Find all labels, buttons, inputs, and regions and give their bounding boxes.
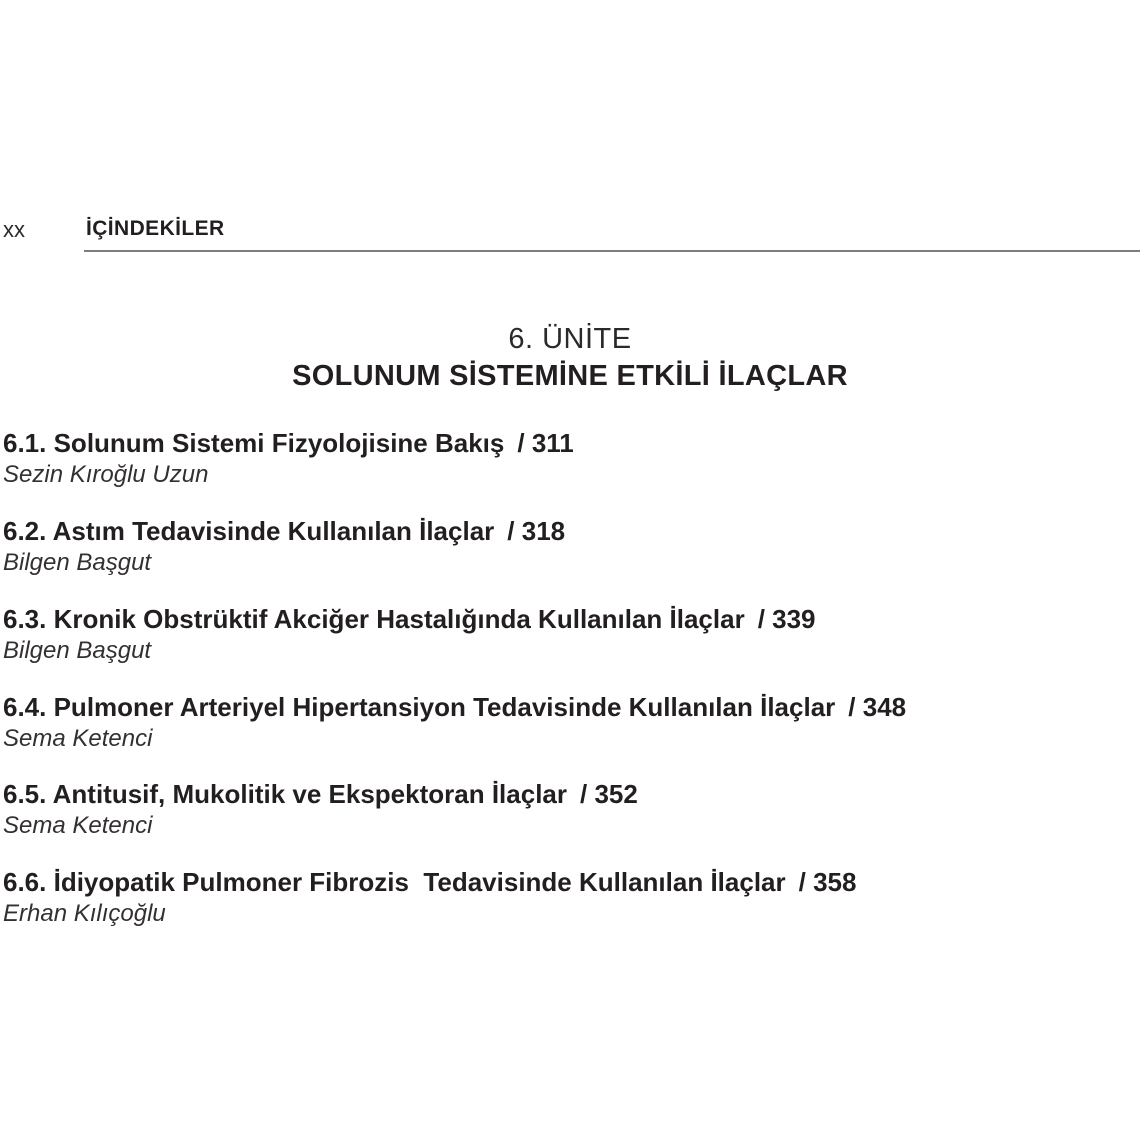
entry-title: 6.6. İdiyopatik Pulmoner Fibrozis Tedavisinde Kullanılan İlaçlar <box>3 867 786 897</box>
entry-page-number: / 352 <box>580 779 638 809</box>
entry-title: 6.1. Solunum Sistemi Fizyolojisine Bakış <box>3 428 505 458</box>
unit-heading <box>0 321 1140 395</box>
entry-title: 6.3. Kronik Obstrüktif Akciğer Hastalığında Kullanılan İlaçlar <box>3 604 745 634</box>
unit-title: SOLUNUM SİSTEMİNE ETKİLİ İLAÇLAR <box>292 360 848 392</box>
toc-entry <box>3 866 1120 928</box>
entry-title: 6.2. Astım Tedavisinde Kullanılan İlaçlar <box>3 516 495 546</box>
toc-entry <box>3 515 1120 577</box>
entry-author: Sema Ketenci <box>3 725 153 752</box>
entry-page-number: / 358 <box>798 867 857 897</box>
entry-author: Bilgen Başgut <box>3 549 152 576</box>
toc-entry <box>3 691 1120 753</box>
toc-entry <box>3 778 1120 840</box>
header-rule <box>84 250 1140 252</box>
entry-author: Sema Ketenci <box>3 812 153 839</box>
entry-title-line <box>3 427 1120 459</box>
entry-author: Bilgen Başgut <box>3 637 152 664</box>
entry-title: 6.4. Pulmoner Arteriyel Hipertansiyon Tedavisinde Kullanılan İlaçlar <box>3 692 836 722</box>
toc-entry <box>3 427 1120 489</box>
entry-page-number: / 339 <box>757 604 816 634</box>
running-head-title: İÇİNDEKİLER <box>86 217 225 240</box>
toc-entry <box>3 603 1120 665</box>
entry-title-line <box>3 603 1120 635</box>
entry-title-line <box>3 515 1120 547</box>
entry-page-number: / 348 <box>848 692 907 722</box>
entry-author: Sezin Kıroğlu Uzun <box>3 461 209 488</box>
page-folio-number: xx <box>3 217 25 242</box>
entry-title: 6.5. Antitusif, Mukolitik ve Ekspektoran İlaçlar <box>3 779 567 809</box>
entry-title-line <box>3 778 1120 810</box>
entry-title-line <box>3 866 1120 898</box>
entry-page-number: / 318 <box>507 516 566 546</box>
unit-number: 6. ÜNİTE <box>508 323 632 355</box>
entry-author: Erhan Kılıçoğlu <box>3 900 166 927</box>
entry-page-number: / 311 <box>517 428 574 458</box>
entry-title-line <box>3 691 1120 723</box>
